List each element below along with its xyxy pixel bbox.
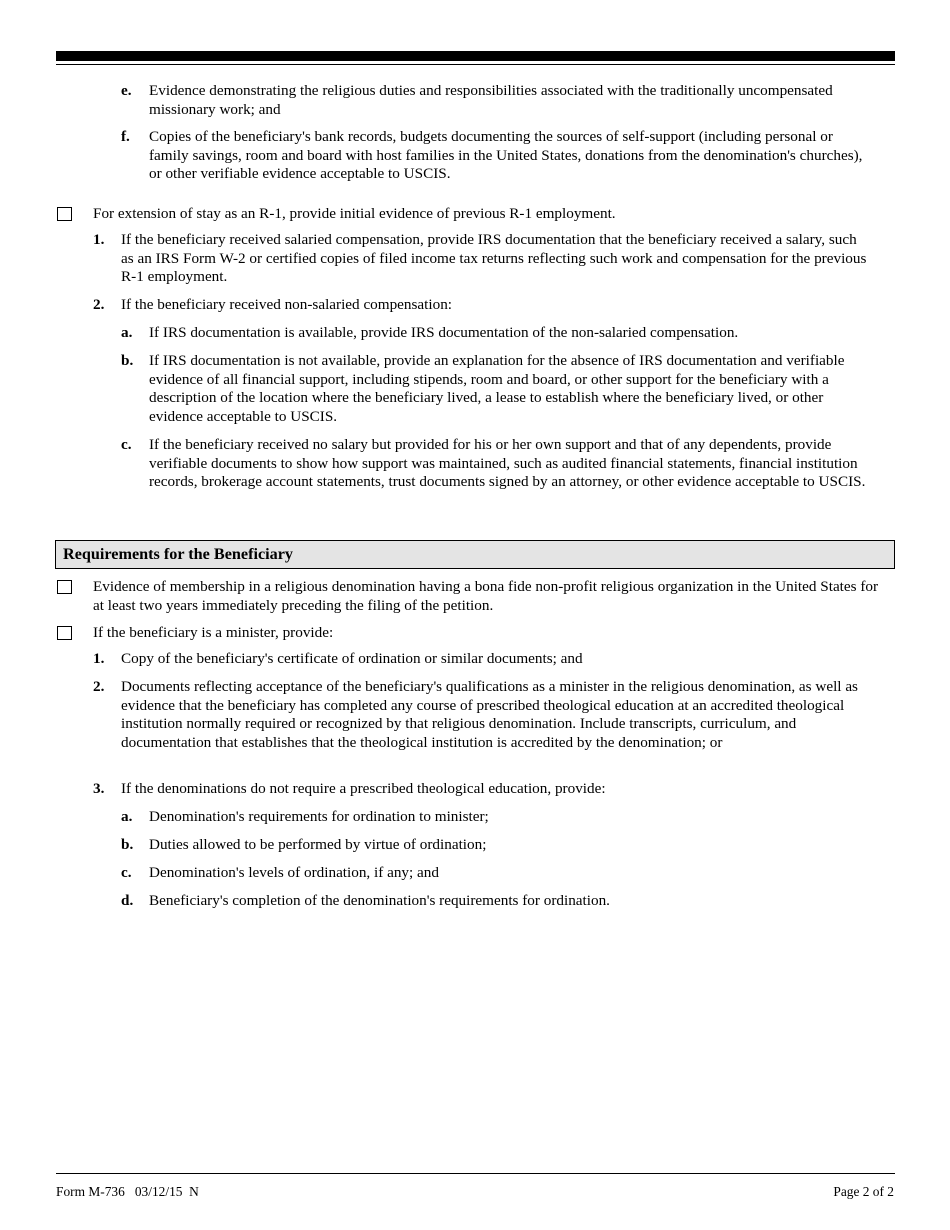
item-label: 2. xyxy=(93,296,105,313)
item-label: f. xyxy=(121,128,130,145)
item-text: Denomination's levels of ordination, if any; and xyxy=(149,864,439,881)
item-text: Documents reflecting acceptance of the beneficiary's qualifications as a minister in the religious denomination, as well as evidence that the beneficiary has completed any course of prescribed theological education at an accredited theological institution normally required or recognized by that religious denomination. Include transcripts, curriculum, and documentation that establishes that the theological institution is accredited by the denomination; or xyxy=(121,678,858,751)
extension-checkbox[interactable] xyxy=(57,207,72,221)
item-text: If IRS documentation is available, provide IRS documentation of the non-salaried compensation. xyxy=(149,324,739,341)
section-title: Requirements for the Beneficiary xyxy=(63,545,294,563)
extension-text: For extension of stay as an R-1, provide initial evidence of previous R-1 employment. xyxy=(93,205,616,222)
item-label: 2. xyxy=(93,678,105,695)
membership-checkbox[interactable] xyxy=(57,580,72,594)
item-text: If the beneficiary received non-salaried compensation: xyxy=(121,296,453,313)
item-text: Duties allowed to be performed by virtue of ordination; xyxy=(149,836,487,853)
item-text: If the beneficiary received salaried compensation, provide IRS documentation that the beneficiary received a salary, such as an IRS Form W-2 or certified copies of filed income tax returns reflecting such work and compensation for the previous R-1 employment. xyxy=(121,231,867,286)
header-rule-thick xyxy=(56,51,895,61)
item-label: d. xyxy=(121,892,134,909)
item-label: b. xyxy=(121,352,134,369)
page-number: Page 2 of 2 xyxy=(833,1184,894,1199)
form-id: Form M-736 03/12/15 N xyxy=(56,1184,199,1199)
item-text: Evidence demonstrating the religious duties and responsibilities associated with the traditionally uncompensated missionary work; and xyxy=(149,82,833,118)
item-label: 1. xyxy=(93,231,105,248)
footer-rule xyxy=(56,1173,895,1174)
membership-text: Evidence of membership in a religious denomination having a bona fide non-profit religious organization in the United States for at least two years immediately preceding the filing of the petition. xyxy=(93,578,879,614)
item-text: Beneficiary's completion of the denomination's requirements for ordination. xyxy=(149,892,610,909)
minister-checkbox[interactable] xyxy=(57,626,72,640)
item-label: c. xyxy=(121,864,132,881)
item-label: a. xyxy=(121,324,133,341)
item-label: 1. xyxy=(93,650,105,667)
header-rule-thin xyxy=(56,64,895,65)
item-label: e. xyxy=(121,82,132,99)
item-text: Copies of the beneficiary's bank records, budgets documenting the sources of self-support (including personal or family savings, room and board with host families in the United States, donations from the denomination's churches), or other verifiable evidence acceptable to USCIS. xyxy=(149,128,863,183)
item-label: a. xyxy=(121,808,133,825)
item-text: Denomination's requirements for ordination to minister; xyxy=(149,808,489,825)
item-text: If the beneficiary received no salary but provided for his or her own support and that of any dependents, provide verifiable documents to show how support was maintained, such as audited financial statements, financial institution records, brokerage account statements, trust documents signed by an attorney, or other evidence acceptable to USCIS. xyxy=(149,436,866,491)
section-header xyxy=(55,540,895,569)
item-text: Copy of the beneficiary's certificate of ordination or similar documents; and xyxy=(121,650,583,667)
item-text: If IRS documentation is not available, provide an explanation for the absence of IRS documentation and verifiable evidence of all financial support, including stipends, room and board, or other support for the beneficiary with a description of the location where the beneficiary lived, a lease to establish where the beneficiary lived, or other evidence acceptable to USCIS. xyxy=(149,352,845,425)
item-label: 3. xyxy=(93,780,105,797)
minister-text: If the beneficiary is a minister, provide: xyxy=(93,624,334,641)
item-label: b. xyxy=(121,836,134,853)
item-label: c. xyxy=(121,436,132,453)
item-text: If the denominations do not require a prescribed theological education, provide: xyxy=(121,780,606,797)
